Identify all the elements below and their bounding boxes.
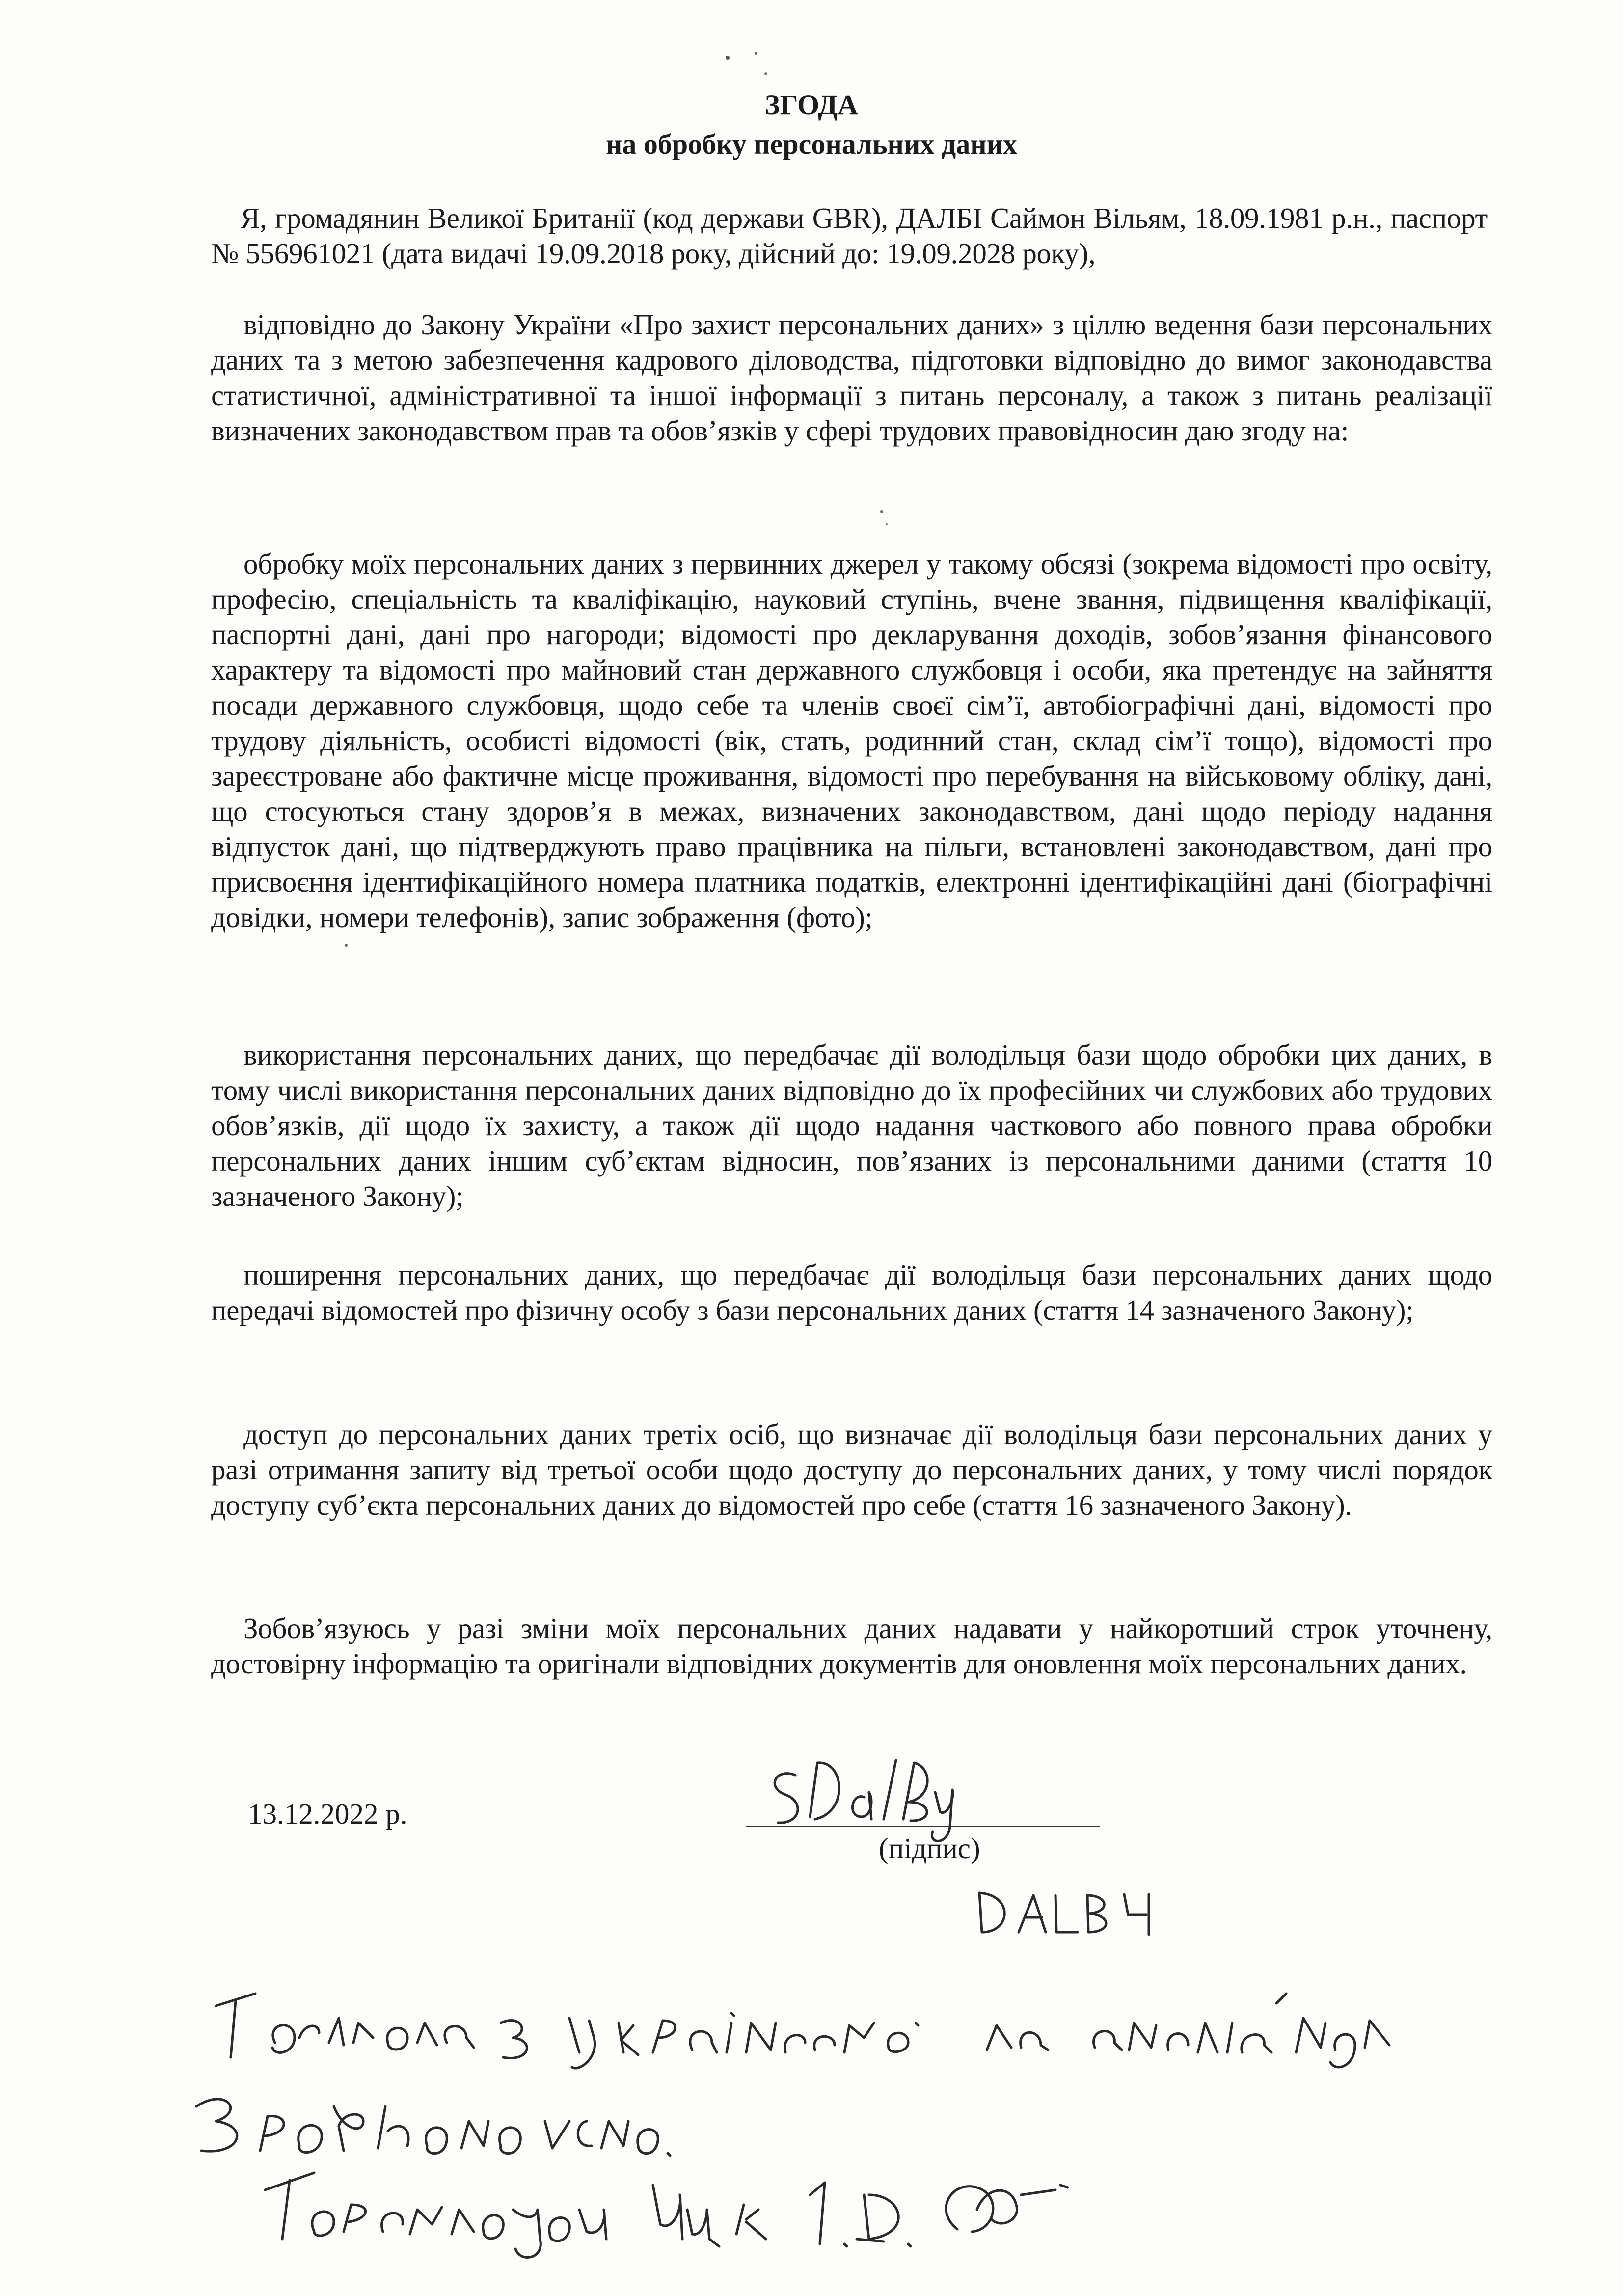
handwritten-note-line2 — [196, 2099, 670, 2156]
handwritten-name-dalby — [979, 1893, 1149, 1935]
document-date: 13.12.2022 р. — [248, 1798, 407, 1830]
paragraph-intro: Я, громадянин Великої Британії (код держави GBR), ДАЛБІ Саймон Вільям, 18.09.1981 р.н., паспорт № 556961021 (дата видачі 19.09.2018 року, дійсний до: 19.09.2028 року), — [211, 202, 1488, 270]
paragraph-obligation: Зобов’язуюсь у разі зміни моїх персональних даних надавати у найкоротший строк уточнену, достовірну інформацію та оригінали відповідних документів для оновлення моїх персональних даних. — [211, 1612, 1492, 1680]
paragraph-scope: обробку моїх персональних даних з первинних джерел у такому обсязі (зокрема відомості про освіту, професію, спеціальність та кваліфікацію, науковий ступінь, вчене звання, підвищення кваліфікації, паспортні дані, дані про нагороди; відомості про декларування доходів, зобов’язання фінансового характеру та відомості про майновий стан державного службовця і особи, яка претендує на зайняття посади державного службовця, щодо себе та членів своєї сім’ї, автобіографічні дані, відомості про трудову діяльність, особисті відомості (вік, стать, родинний стан, склад сім’ї тощо), відомості про зареєстроване або фактичне місце проживання, відомості про перебування на військовому обліку, дані, що стосуються стану здоров’я в межах, визначених законодавством, дані щодо періоду надання відпусток дані, що підтверджують право працівника на пільги, встановлені законодавством, дані про присвоєння ідентифікаційного номера платника податків, електронні ідентифікаційні дані (біографічні довідки, номери телефонів), запис зображення (фото); — [211, 547, 1492, 933]
signature-caption: (підпис) — [879, 1832, 980, 1864]
paragraph-usage: використання персональних даних, що передбачає дії володільця бази щодо обробки цих даних, в тому числі використання персональних даних відповідно до їх професійних чи службових або трудових обов’язків, дії щодо їх захисту, а також дії щодо надання часткового або повного права обробки персональних даних іншим суб’єктам відносин, пов’язаних із персональними даними (стаття 10 зазначеного Закону); — [211, 1039, 1492, 1212]
paragraph-purpose: відповідно до Закону України «Про захист персональних даних» з ціллю ведення бази персональних даних та з метою забезпечення кадрового діловодства, підготовки відповідно до вимог законодавства статистичної, адміністративної та іншої інформації з питань персоналу, а також з питань реалізації визначених законодавством прав та обов’язків у сфері трудових правовідносин даю згоду на: — [211, 308, 1492, 447]
paragraph-spread: поширення персональних даних, що передбачає дії володільця бази персональних даних щодо передачі відомостей про фізичну особу з бази персональних даних (стаття 14 зазначеного Закону); — [211, 1258, 1492, 1326]
handwritten-note-line3 — [265, 2173, 1068, 2257]
document-title: ЗГОДА — [764, 89, 859, 121]
handwritten-note-line1 — [216, 1994, 1389, 2068]
paragraph-access: доступ до персональних даних третіх осіб, що визначає дії володільця бази персональних даних у разі отримання запиту від третьої особи щодо доступу до персональних даних, у тому числі порядок доступу суб’єкта персональних даних до відомостей про себе (стаття 16 зазначеного Закону). — [211, 1418, 1492, 1521]
document-subtitle: на обробку персональних даних — [605, 128, 1018, 160]
handwritten-signature — [775, 1760, 953, 1841]
